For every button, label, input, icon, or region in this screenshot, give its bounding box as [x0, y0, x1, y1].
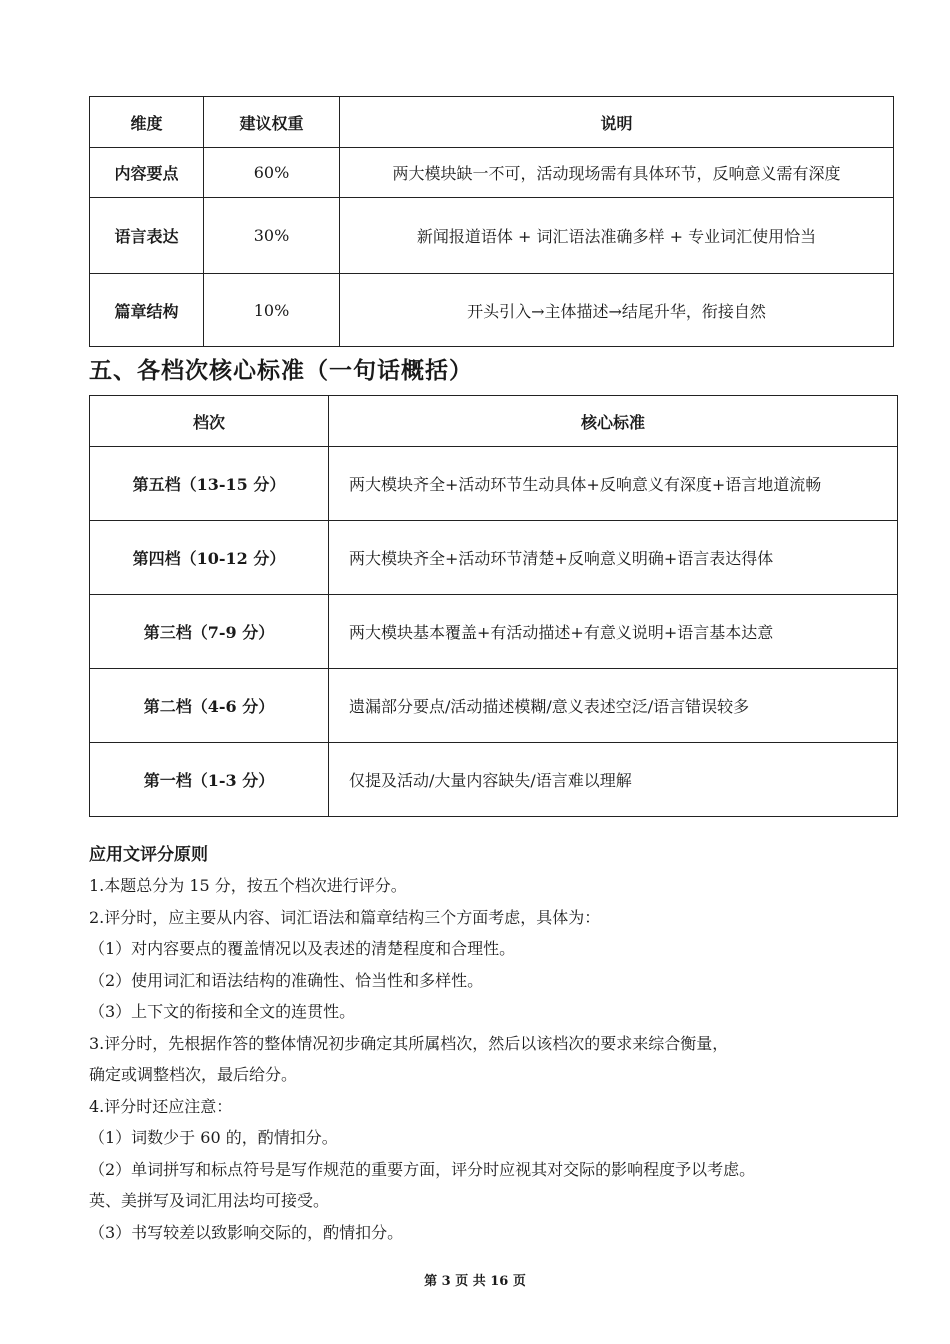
rule-line: （3）书写较差以致影响交际的，酌情扣分。	[89, 1222, 404, 1242]
description-cell: 两大模块缺一不可，活动现场需有具体环节，反响意义需有深度	[340, 148, 894, 198]
weight-cell: 10%	[204, 274, 340, 347]
table-row	[90, 743, 898, 817]
standard-cell: 两大模块齐全+活动环节清楚+反响意义明确+语言表达得体	[329, 521, 898, 595]
table-row	[90, 447, 898, 521]
rule-line: 3.评分时，先根据作答的整体情况初步确定其所属档次，然后以该档次的要求来综合衡量，	[89, 1033, 729, 1053]
description-cell: 新闻报道语体 + 词汇语法准确多样 + 专业词汇使用恰当	[340, 198, 894, 274]
rule-line: （1）词数少于 60 的，酌情扣分。	[89, 1128, 338, 1147]
weights-table	[89, 96, 894, 347]
dimension-cell: 内容要点	[90, 148, 204, 198]
rule-line: （3）上下文的衔接和全文的连贯性。	[89, 1002, 356, 1021]
level-cell: 第四档（10-12 分）	[90, 521, 329, 595]
dimension-cell: 篇章结构	[90, 274, 204, 347]
rule-line: 1.本题总分为 15 分，按五个档次进行评分。	[89, 876, 407, 895]
rule-line: 2.评分时，应主要从内容、词汇语法和篇章结构三个方面考虑，具体为：	[89, 907, 601, 927]
table-row	[90, 669, 898, 743]
rule-line: （1）对内容要点的覆盖情况以及表述的清楚程度和合理性。	[89, 939, 516, 958]
weight-cell: 60%	[204, 148, 340, 198]
header-description: 说明	[340, 97, 894, 148]
table-row	[90, 595, 898, 669]
scoring-rules	[89, 840, 889, 1248]
weight-cell: 30%	[204, 198, 340, 274]
dimension-cell: 语言表达	[90, 198, 204, 274]
level-cell: 第五档（13-15 分）	[90, 447, 329, 521]
standard-cell: 两大模块基本覆盖+有活动描述+有意义说明+语言基本达意	[329, 595, 898, 669]
table-header-row	[90, 97, 894, 148]
table-row	[90, 521, 898, 595]
header-level: 档次	[90, 396, 329, 447]
level-cell: 第二档（4-6 分）	[90, 669, 329, 743]
table-row	[90, 198, 894, 274]
header-weight: 建议权重	[204, 97, 340, 148]
rules-heading: 应用文评分原则	[89, 845, 208, 865]
rule-line: 英、美拼写及词汇用法均可接受。	[89, 1191, 330, 1210]
table-row	[90, 148, 894, 198]
table-row	[90, 274, 894, 347]
rule-line: 确定或调整档次，最后给分。	[89, 1065, 298, 1084]
levels-table	[89, 395, 898, 817]
page-footer: 第 3 页 共 16 页	[424, 1274, 526, 1289]
standard-cell: 两大模块齐全+活动环节生动具体+反响意义有深度+语言地道流畅	[329, 447, 898, 521]
description-cell: 开头引入→主体描述→结尾升华，衔接自然	[340, 274, 894, 347]
rule-line: 4.评分时还应注意：	[89, 1096, 233, 1116]
header-dimension: 维度	[90, 97, 204, 148]
table-header-row	[90, 396, 898, 447]
level-cell: 第三档（7-9 分）	[90, 595, 329, 669]
header-standard: 核心标准	[329, 396, 898, 447]
rule-line: （2）单词拼写和标点符号是写作规范的重要方面，评分时应视其对交际的影响程度予以考虑。	[89, 1159, 756, 1179]
rule-line: （2）使用词汇和语法结构的准确性、恰当性和多样性。	[89, 970, 484, 990]
level-cell: 第一档（1-3 分）	[90, 743, 329, 817]
section-title: 五、各档次核心标准（一句话概括）	[89, 357, 473, 384]
standard-cell: 仅提及活动/大量内容缺失/语言难以理解	[329, 743, 898, 817]
standard-cell: 遗漏部分要点/活动描述模糊/意义表述空泛/语言错误较多	[329, 669, 898, 743]
